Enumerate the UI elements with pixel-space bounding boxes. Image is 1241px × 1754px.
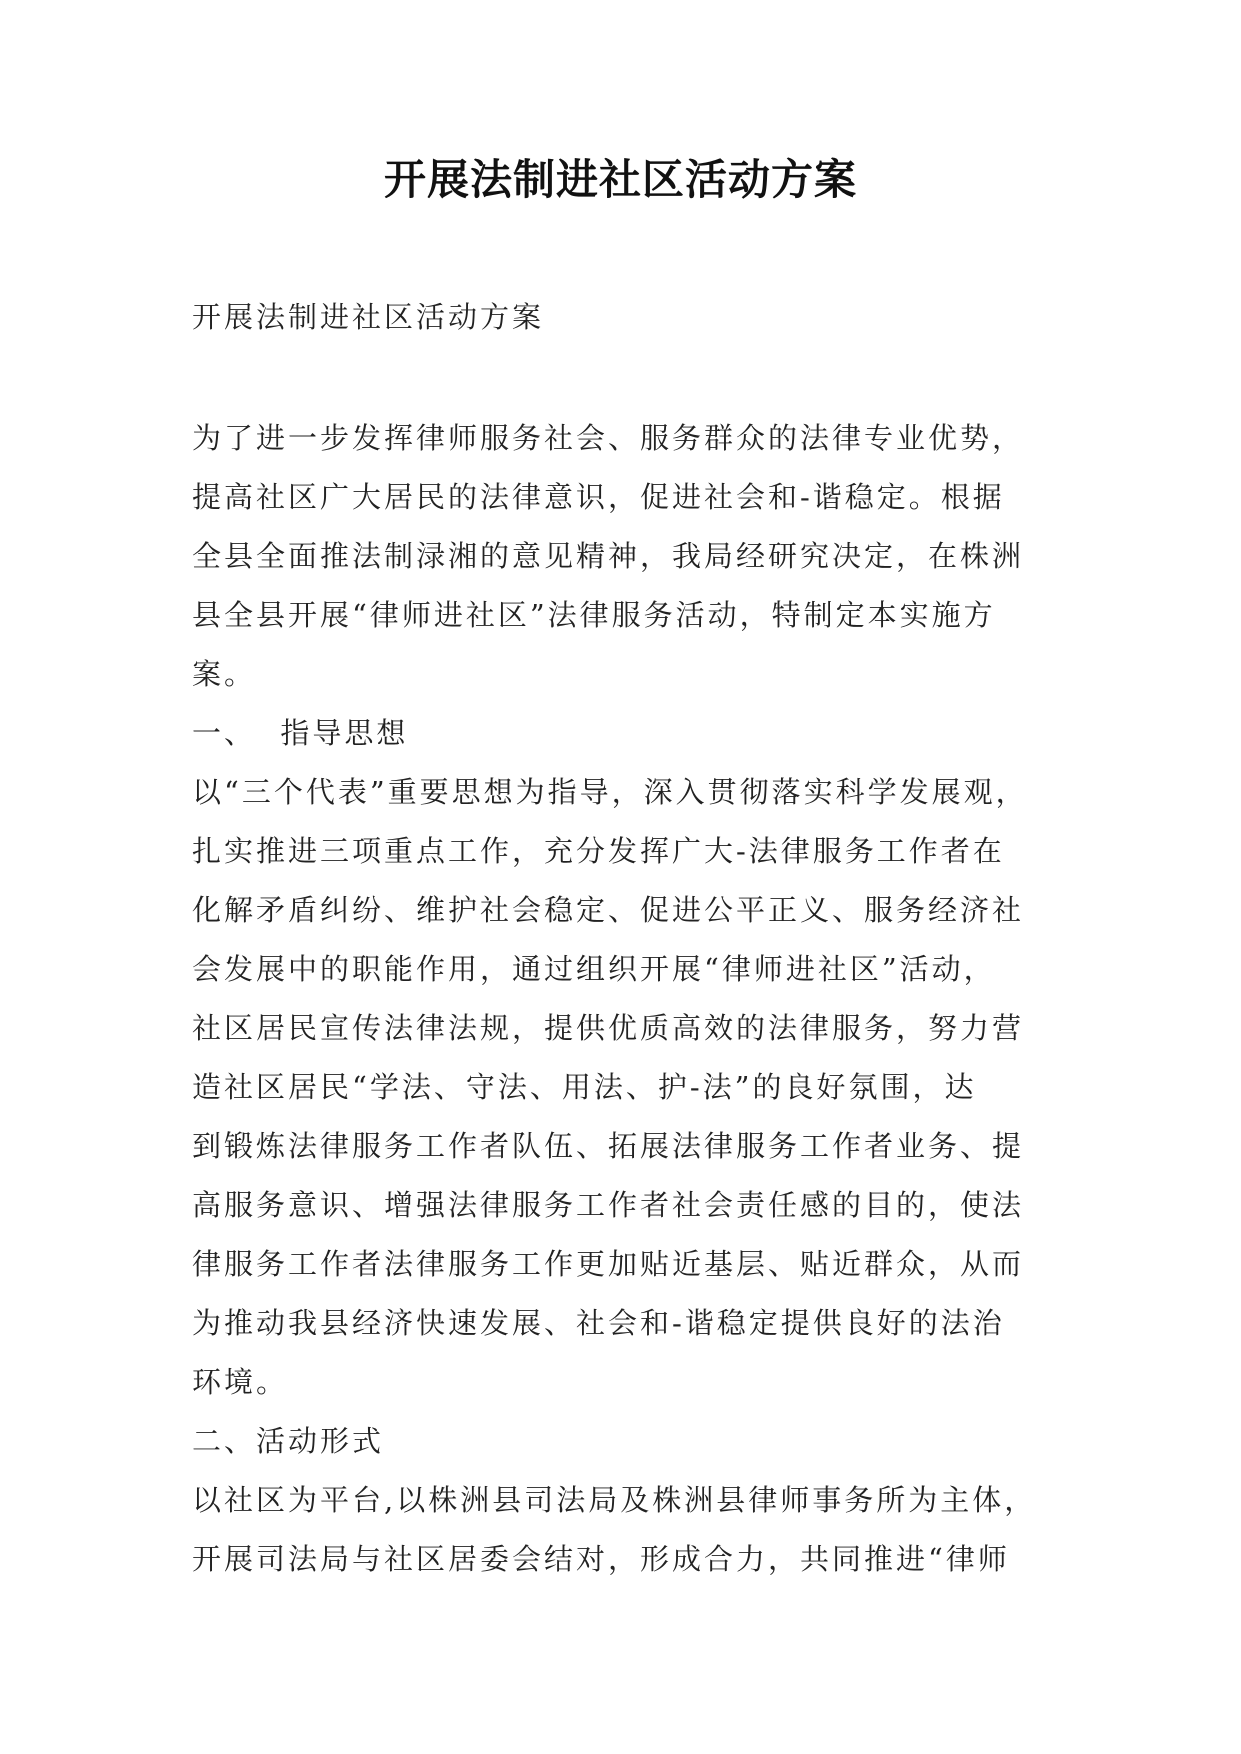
section1-line: 化解矛盾纠纷、维护社会稳定、促进公平正义、服务经济社: [192, 893, 1025, 927]
intro-line: 全县全面推法制渌湘的意见精神，我局经研究决定，在株洲: [192, 539, 1025, 573]
section1-line: 为推动我县经济快速发展、社会和-谐稳定提供良好的法治: [192, 1306, 1005, 1340]
section1-line: 会发展中的职能作用，通过组织开展“律师进社区”活动，: [192, 952, 996, 986]
section1-line: 扎实推进三项重点工作，充分发挥广大-法律服务工作者在: [192, 834, 1005, 868]
section1-line: 律服务工作者法律服务工作更加贴近基层、贴近群众，从而: [192, 1247, 1025, 1281]
intro-line: 案。: [192, 657, 257, 691]
section1-line: 社区居民宣传法律法规，提供优质高效的法律服务，努力营: [192, 1011, 1025, 1045]
section1-line: 环境。: [192, 1365, 289, 1399]
document-subtitle: 开展法制进社区活动方案: [192, 300, 545, 334]
document-body: [192, 288, 1062, 1589]
section2-line: 以社区为平台,以株洲县司法局及株洲县律师事务所为主体，: [192, 1483, 1037, 1517]
section1-line: 以“三个代表”重要思想为指导，深入贯彻落实科学发展观，: [192, 775, 1028, 809]
section1-line: 造社区居民“学法、守法、用法、护-法”的良好氛围，达: [192, 1070, 977, 1104]
section1-line: 到锻炼法律服务工作者队伍、拓展法律服务工作者业务、提: [192, 1129, 1025, 1163]
document-title: 开展法制进社区活动方案: [383, 155, 857, 204]
paragraph-spacer: [192, 347, 1062, 409]
section2-line: 开展司法局与社区居委会结对，形成合力，共同推进“律师: [192, 1542, 1010, 1576]
intro-line: 为了进一步发挥律师服务社会、服务群众的法律专业优势，: [192, 421, 1025, 455]
intro-line: 提高社区广大居民的法律意识，促进社会和-谐稳定。根据: [192, 480, 1005, 514]
section-heading-activity-form: 二、活动形式: [192, 1424, 385, 1458]
section-heading-guiding-ideology: 一、 指导思想: [192, 716, 409, 750]
section1-line: 高服务意识、增强法律服务工作者社会责任感的目的，使法: [192, 1188, 1025, 1222]
intro-line: 县全县开展“律师进社区”法律服务活动，特制定本实施方: [192, 598, 996, 632]
